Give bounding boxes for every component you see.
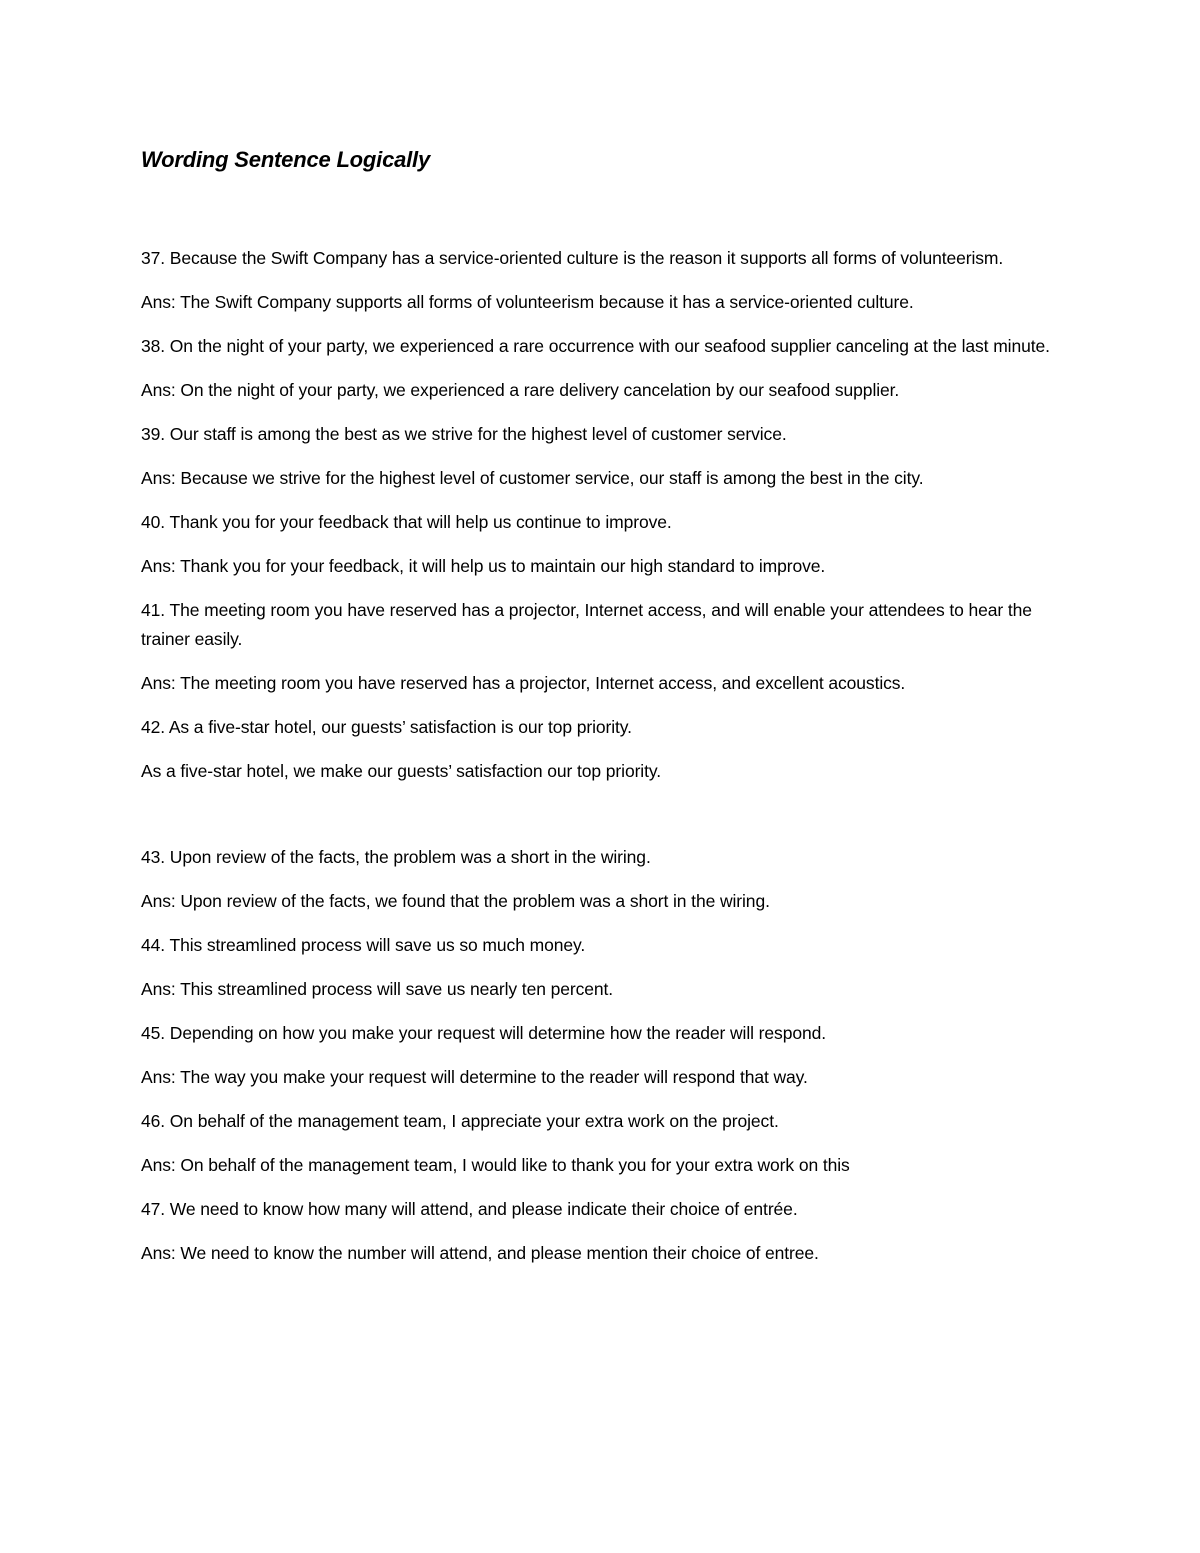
question-38: 38. On the night of your party, we experienced a rare occurrence with our seafood supplier canceling at the last minute. xyxy=(141,336,1050,356)
question-40: 40. Thank you for your feedback that will help us continue to improve. xyxy=(141,512,672,532)
question-41: 41. The meeting room you have reserved has a projector, Internet access, and will enable your attendees to hear the trainer easily. xyxy=(141,600,1032,649)
answer-41: Ans: The meeting room you have reserved has a projector, Internet access, and excellent acoustics. xyxy=(141,673,906,693)
document-body xyxy=(141,244,1061,1283)
question-44: 44. This streamlined process will save us so much money. xyxy=(141,935,586,955)
question-39: 39. Our staff is among the best as we strive for the highest level of customer service. xyxy=(141,424,787,444)
answer-37: Ans: The Swift Company supports all forms of volunteerism because it has a service-oriented culture. xyxy=(141,292,914,312)
question-37: 37. Because the Swift Company has a service-oriented culture is the reason it supports all forms of volunteerism. xyxy=(141,248,1004,268)
question-47: 47. We need to know how many will attend, and please indicate their choice of entrée. xyxy=(141,1199,798,1219)
question-45: 45. Depending on how you make your request will determine how the reader will respond. xyxy=(141,1023,826,1043)
answer-43: Ans: Upon review of the facts, we found that the problem was a short in the wiring. xyxy=(141,891,770,911)
answer-44: Ans: This streamlined process will save us nearly ten percent. xyxy=(141,979,614,999)
answer-40: Ans: Thank you for your feedback, it will help us to maintain our high standard to improve. xyxy=(141,556,826,576)
answer-38: Ans: On the night of your party, we experienced a rare delivery cancelation by our seafood supplier. xyxy=(141,380,900,400)
answer-42: As a five-star hotel, we make our guests’ satisfaction our top priority. xyxy=(141,761,661,781)
question-42: 42. As a five-star hotel, our guests’ satisfaction is our top priority. xyxy=(141,717,632,737)
answer-45: Ans: The way you make your request will determine to the reader will respond that way. xyxy=(141,1067,808,1087)
answer-46: Ans: On behalf of the management team, I would like to thank you for your extra work on this xyxy=(141,1155,850,1175)
question-43: 43. Upon review of the facts, the problem was a short in the wiring. xyxy=(141,847,651,867)
question-46: 46. On behalf of the management team, I appreciate your extra work on the project. xyxy=(141,1111,779,1131)
page-title: Wording Sentence Logically xyxy=(141,147,430,172)
answer-39: Ans: Because we strive for the highest level of customer service, our staff is among the best in the city. xyxy=(141,468,924,488)
answer-47: Ans: We need to know the number will attend, and please mention their choice of entree. xyxy=(141,1243,819,1263)
